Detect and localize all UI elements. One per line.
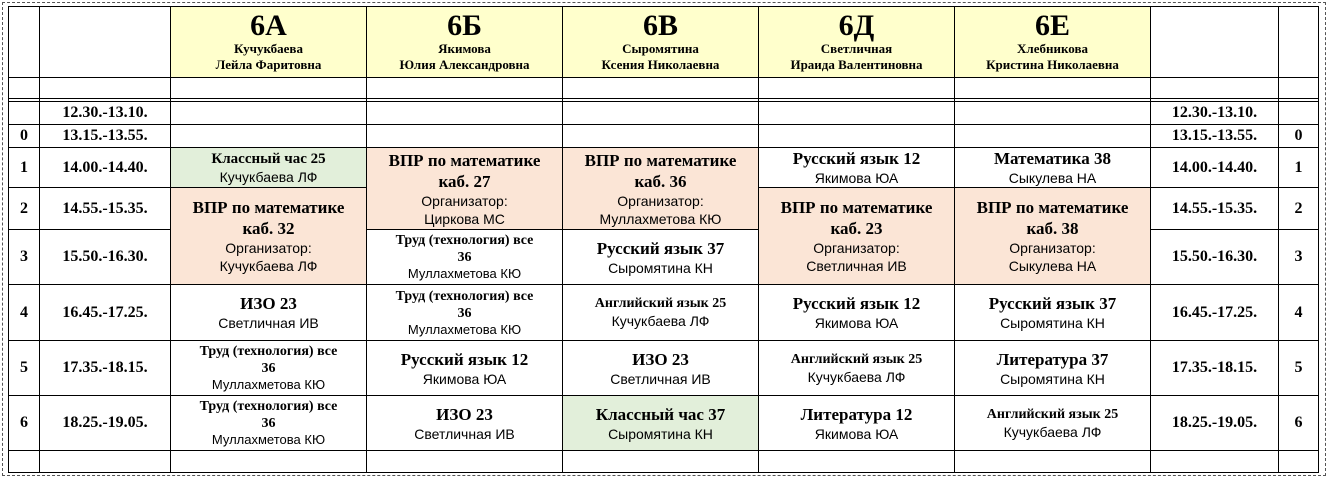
lesson-subject: Английский язык 25 [594,296,727,311]
lesson-teacher: Сыкулева НА [1008,170,1097,186]
exam-title: ВПР по математике [388,150,541,170]
lesson-room: 36 [261,361,276,376]
lesson-subject: Английский язык 25 [790,351,923,367]
period-time-right: 16.45.-17.25. [1151,285,1279,341]
period-number: 5 [9,341,40,396]
period-number: 0 [9,125,40,148]
lesson-cell [171,396,367,451]
lesson-subject: Труд (технология) все [199,344,338,359]
empty-cell [367,78,563,99]
spacer-row [9,451,1319,473]
period-time: 17.35.-18.15. [40,341,171,396]
lesson-subject: Классный час 37 [595,404,726,424]
lesson-cell [759,285,955,341]
period-row [9,285,1319,341]
lesson-teacher: Кучукбаева ЛФ [807,368,906,385]
lesson-room: 36 [457,250,472,265]
period-row [9,102,1319,125]
period-time-right: 12.30.-13.10. [1151,102,1279,125]
lesson-subject: Русский язык 12 [792,149,921,168]
period-number: 2 [9,188,40,230]
lesson-teacher: Кучукбаева ЛФ [1003,423,1102,440]
lesson-cell [367,285,563,341]
lesson-room: 36 [457,305,472,321]
period-time-right: 13.15.-13.55. [1151,125,1279,148]
lesson-teacher: Сыромятина КН [608,425,713,442]
exam-room: каб. 32 [242,219,295,238]
period-number: 4 [9,285,40,341]
lesson-cell [171,285,367,341]
period-number-right [1279,102,1319,125]
lesson-teacher: Муллахметова КЮ [407,266,522,281]
lesson-cell [563,230,759,285]
period-time: 13.15.-13.55. [40,125,171,148]
exam-organizer-label: Организатор: [813,240,900,256]
period-number-right: 1 [1279,148,1319,188]
lesson-cell [171,148,367,188]
lesson-teacher: Сыромятина КН [1000,315,1105,331]
period-time-right: 14.55.-15.35. [1151,188,1279,230]
period-row [9,341,1319,396]
lesson-cell [759,341,955,396]
lesson-subject: Литература 12 [800,404,913,424]
lesson-teacher: Кучукбаева ЛФ [611,313,710,329]
lesson-subject: Английский язык 25 [986,406,1119,422]
class-name: 6А [250,9,287,42]
class-name: 6В [642,9,678,42]
period-time: 14.00.-14.40. [40,148,171,188]
header-empty-cell [9,7,40,78]
lesson-cell [367,230,563,285]
lesson-teacher: Якимова ЮА [814,315,899,331]
empty-cell [9,78,40,99]
header-empty-cell [1279,7,1319,78]
period-time-right: 14.00.-14.40. [1151,148,1279,188]
lesson-teacher: Светличная ИВ [414,425,515,442]
lesson-cell [955,148,1151,188]
exam-organizer-label: Организатор: [1009,240,1096,256]
exam-room: каб. 23 [830,219,883,238]
lesson-subject: Труд (технология) все [395,233,534,248]
period-number-right: 0 [1279,125,1319,148]
exam-cell [759,188,955,285]
period-number: 3 [9,230,40,285]
lesson-teacher: Кучукбаева ЛФ [219,168,318,185]
lesson-cell [955,285,1151,341]
class-header [955,7,1151,78]
lesson-subject: ИЗО 23 [240,294,297,313]
period-row [9,148,1319,188]
period-row [9,125,1319,148]
class-teacher-line2: Юлия Александровна [399,57,530,72]
exam-title: ВПР по математике [192,198,345,217]
exam-title: ВПР по математике [976,198,1129,217]
lesson-subject: Труд (технология) все [199,399,338,414]
lesson-teacher: Якимова ЮА [814,425,899,442]
lesson-subject: Классный час 25 [211,150,326,167]
empty-cell [40,78,171,99]
header-empty-cell [1151,7,1279,78]
lesson-teacher: Светличная ИВ [610,370,711,387]
exam-organizer: Светличная ИВ [806,258,907,274]
period-time: 16.45.-17.25. [40,285,171,341]
class-teacher-line2: Ираида Валентиновна [790,57,923,72]
period-time-right: 15.50.-16.30. [1151,230,1279,285]
lesson-teacher: Якимова ЮА [814,170,899,186]
class-teacher-line2: Лейла Фаритовна [215,57,322,72]
lesson-cell [171,341,367,396]
period-number-right: 5 [1279,341,1319,396]
class-teacher-line1: Хлебникова [1017,41,1088,56]
lesson-cell [563,285,759,341]
lesson-subject: Математика 38 [994,149,1111,168]
period-number-right: 6 [1279,396,1319,451]
exam-cell [367,148,563,230]
header-row [9,7,1319,78]
exam-organizer: Кучукбаева ЛФ [219,258,318,274]
exam-room: каб. 38 [1026,219,1079,238]
exam-title: ВПР по математике [780,198,933,217]
period-time-right: 17.35.-18.15. [1151,341,1279,396]
lesson-subject: ИЗО 23 [436,404,493,424]
class-teacher-line1: Светличная [820,41,893,56]
lesson-teacher: Сыромятина КН [608,259,713,276]
lesson-teacher: Светличная ИВ [218,315,319,331]
period-time: 14.55.-15.35. [40,188,171,230]
lesson-teacher: Муллахметова КЮ [211,432,326,447]
lesson-cell [367,341,563,396]
lesson-cell [759,148,955,188]
period-number: 6 [9,396,40,451]
lesson-teacher: Сыромятина КН [1000,370,1105,387]
lesson-cell [367,396,563,451]
exam-cell [955,188,1151,285]
exam-organizer-label: Организатор: [617,192,704,209]
class-name: 6Б [447,9,482,42]
period-number [9,102,40,125]
exam-title: ВПР по математике [584,150,737,170]
class-teacher-line2: Кристина Николаевна [986,57,1119,72]
empty-cell [171,78,367,99]
spacer-row [9,78,1319,99]
empty-cell [1279,78,1319,99]
period-time: 12.30.-13.10. [40,102,171,125]
lesson-subject: Русский язык 12 [792,294,921,313]
period-number-right: 3 [1279,230,1319,285]
period-number-right: 4 [1279,285,1319,341]
exam-organizer: Сыкулева НА [1008,258,1097,274]
lesson-cell [955,341,1151,396]
class-name: 6Д [838,9,875,42]
period-time-right: 18.25.-19.05. [1151,396,1279,451]
exam-organizer-label: Организатор: [225,240,312,256]
lesson-subject: Русский язык 37 [596,238,725,258]
exam-cell [563,148,759,230]
exam-organizer: Муллахметова КЮ [599,210,722,227]
schedule-table [8,6,1319,473]
class-teacher-line1: Сыромятина [622,41,699,56]
empty-cell [563,78,759,99]
header-empty-cell [40,7,171,78]
period-number-right: 2 [1279,188,1319,230]
lesson-cell [955,396,1151,451]
exam-organizer: Циркова МС [424,210,505,227]
empty-cell [1151,78,1279,99]
lesson-subject: Литература 37 [996,349,1109,369]
lesson-subject: Труд (технология) все [395,288,534,304]
lesson-room: 36 [261,416,276,431]
lesson-cell [563,341,759,396]
period-number: 1 [9,148,40,188]
class-teacher-line2: Ксения Николаевна [601,57,720,72]
lesson-subject: Русский язык 37 [988,294,1117,313]
exam-room: каб. 36 [634,171,687,191]
class-header [563,7,759,78]
class-header [759,7,955,78]
exam-cell [171,188,367,285]
class-teacher-line1: Кучукбаева [234,41,303,56]
lesson-teacher: Якимова ЮА [422,370,507,387]
lesson-teacher: Муллахметова КЮ [407,321,522,337]
exam-organizer-label: Организатор: [421,192,508,209]
lesson-teacher: Муллахметова КЮ [211,377,326,392]
empty-cell [955,78,1151,99]
lesson-cell [759,396,955,451]
class-header [367,7,563,78]
lesson-subject: Русский язык 12 [400,349,529,369]
class-teacher-line1: Якимова [438,41,491,56]
class-name: 6Е [1034,9,1070,42]
period-time: 18.25.-19.05. [40,396,171,451]
period-row [9,396,1319,451]
exam-room: каб. 27 [438,171,491,191]
period-time: 15.50.-16.30. [40,230,171,285]
empty-cell [759,78,955,99]
lesson-subject: ИЗО 23 [632,349,689,369]
lesson-cell [563,396,759,451]
class-header [171,7,367,78]
